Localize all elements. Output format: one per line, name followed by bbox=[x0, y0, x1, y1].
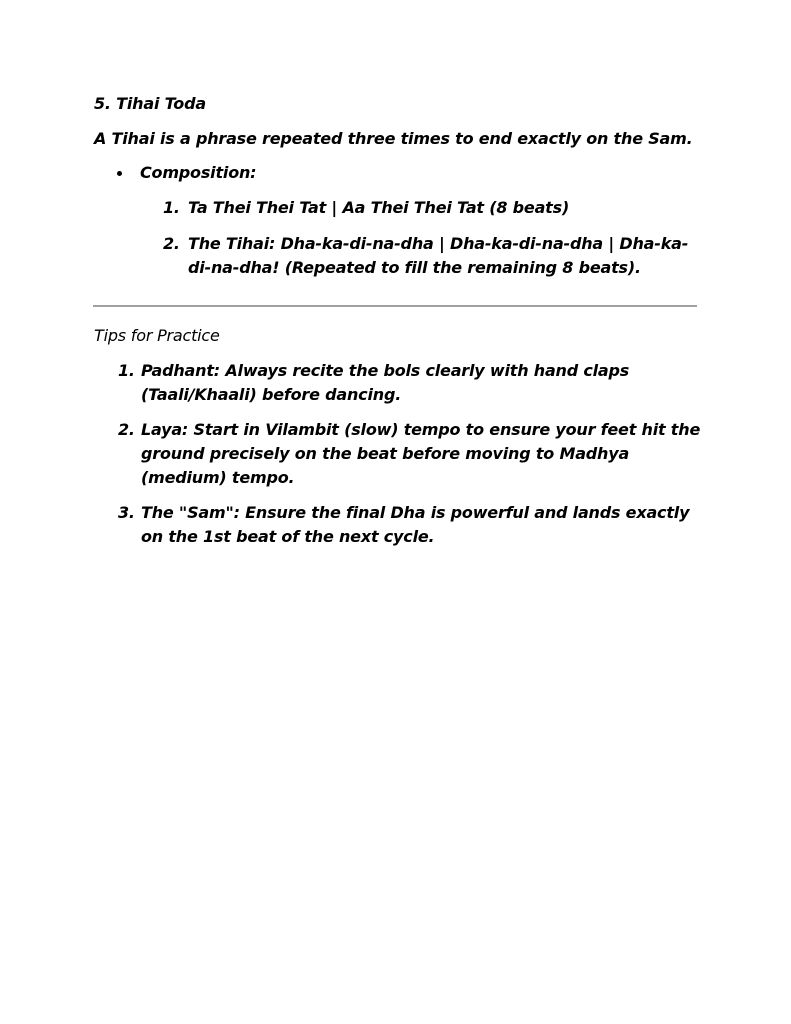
tip-text: Laya: Start in Vilambit (slow) tempo to ensure your feet hit the bbox=[141, 420, 701, 439]
tip-number: 3. bbox=[118, 503, 135, 522]
horizontal-divider bbox=[93, 305, 697, 307]
intro-paragraph: A Tihai is a phrase repeated three times to end exactly on the Sam. bbox=[94, 129, 693, 148]
tips-heading: Tips for Practice bbox=[94, 326, 220, 345]
composition-item-number: 1. bbox=[163, 198, 180, 217]
tip-text-continued: ground precisely on the beat before moving to Madhya bbox=[141, 444, 630, 463]
tip-text-continued: (Taali/Khaali) before dancing. bbox=[141, 385, 402, 404]
composition-item-number: 2. bbox=[163, 234, 180, 253]
tip-text-continued: (medium) tempo. bbox=[141, 468, 295, 487]
tip-text-continued: on the 1st beat of the next cycle. bbox=[141, 527, 435, 546]
tip-number: 2. bbox=[118, 420, 135, 439]
bullet-icon bbox=[117, 171, 122, 176]
tip-text: The "Sam": Ensure the final Dha is powerful and lands exactly bbox=[141, 503, 690, 522]
composition-label: Composition: bbox=[140, 163, 257, 182]
composition-item-text: The Tihai: Dha-ka-di-na-dha | Dha-ka-di-na-dha | Dha-ka- bbox=[188, 234, 689, 253]
section-heading: 5. Tihai Toda bbox=[94, 94, 206, 113]
composition-item-text: Ta Thei Thei Tat | Aa Thei Thei Tat (8 beats) bbox=[188, 198, 570, 217]
composition-item-text-continued: di-na-dha! (Repeated to fill the remaining 8 beats). bbox=[188, 258, 641, 277]
tip-number: 1. bbox=[118, 361, 135, 380]
tip-text: Padhant: Always recite the bols clearly with hand claps bbox=[141, 361, 630, 380]
